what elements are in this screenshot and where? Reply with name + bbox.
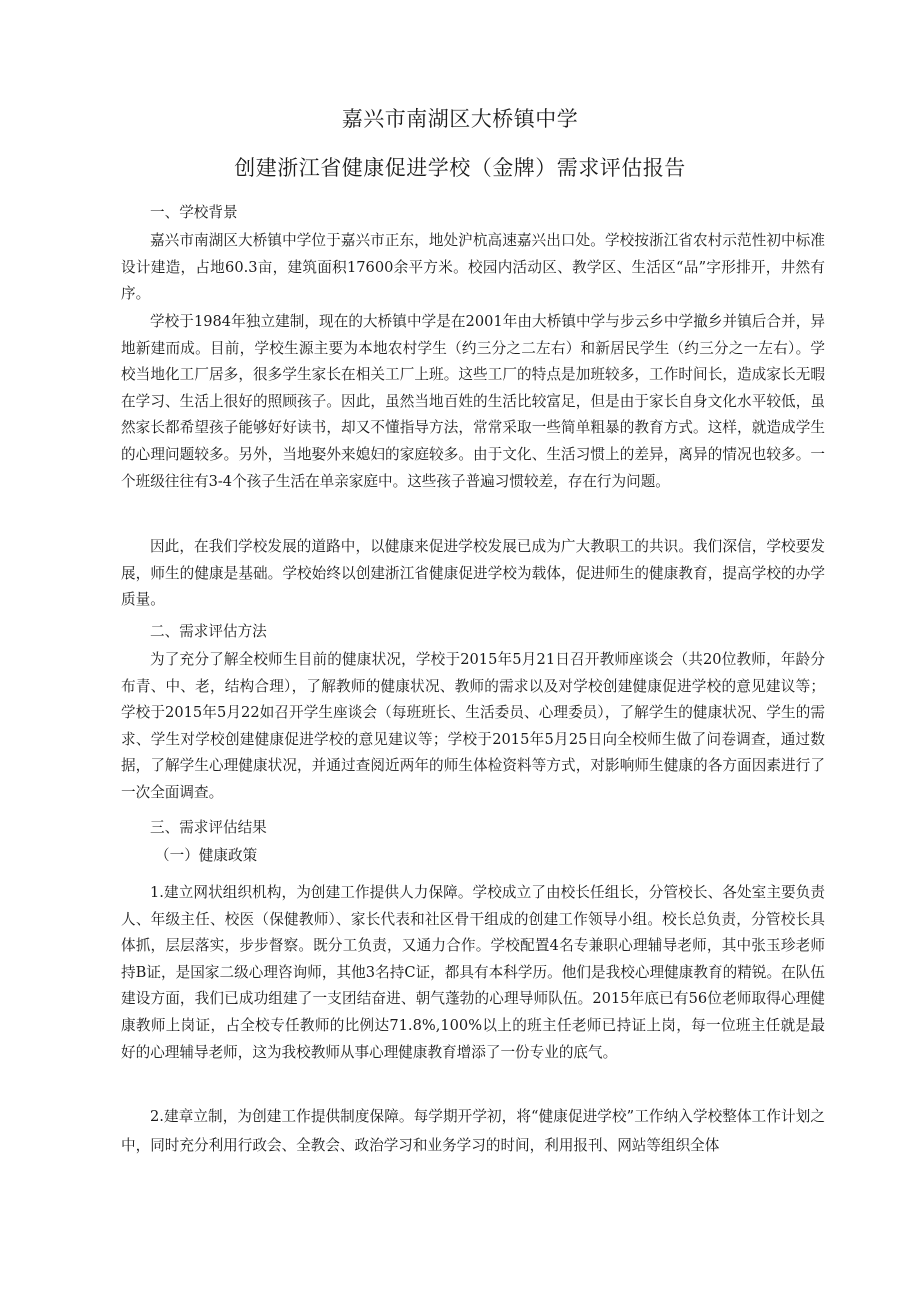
document-subtitle: 创建浙江省健康促进学校（金牌）需求评估报告 [234,156,686,180]
section-heading-method: 二、需求评估方法 [150,623,267,640]
paragraph-organization: 1.建立网状组织机构，为创建工作提供人力保障。学校成立了由校长任组长，分管校长、各处室主要负责人、年级主任、校医（保健教师）、家长代表和社区骨干组成的创建工作领导小组。校长总负责，分管校长具体抓，层层落实，步步督察。既分工负责，又通力合作。学校配置4名专兼职心理辅导老师，其中张玉珍老师持B证，是国家二级心理咨询师，其他3名持C证，都具有本科学历。他们是我校心理健康教育的精锐。在队伍建设方面，我们已成功组建了一支团结奋进、朝气蓬勃的心理导师队伍。2015年底已有56位老师取得心理健康教师上岗证，占全校专任教师的比例达71.8%,100%以上的班主任老师已持证上岗，每一位班主任就是最好的心理辅导老师，这为我校教师从事心理健康教育增添了一份专业的底气。 [121,884,825,1061]
paragraph-school-consensus: 因此，在我们学校发展的道路中，以健康来促进学校发展已成为广大教职工的共识。我们深信，学校要发展，师生的健康是基础。学校始终以创建浙江省健康促进学校为载体，促进师生的健康教育，提高学校的办学质量。 [121,538,825,609]
paragraph-assessment-method: 为了充分了解全校师生目前的健康状况，学校于2015年5月21日召开教师座谈会（共20位教师，年龄分布青、中、老，结构合理），了解教师的健康状况、教师的需求以及对学校创建健康促进学校的意见建议等；学校于2015年5月22如召开学生座谈会（每班班长、生活委员、心理委员），了解学生的健康状况、学生的需求、学生对学校创建健康促进学校的意见建议等；学校于2015年5月25日向全校师生做了问卷调查，通过数据，了解学生心理健康状况，并通过查阅近两年的师生体检资料等方式，对影响师生健康的各方面因素进行了一次全面调查。 [121,651,825,801]
subsection-heading-policy: （一）健康政策 [155,847,258,864]
paragraph-regulations: 2.建章立制，为创建工作提供制度保障。每学期开学初，将“健康促进学校”工作纳入学校整体工作计划之中，同时充分利用行政会、全教会、政治学习和业务学习的时间，利用报刊、网站等组织全体 [121,1108,825,1154]
document-title: 嘉兴市南湖区大桥镇中学 [341,107,579,131]
paragraph-school-history: 学校于1984年独立建制，现在的大桥镇中学是在2001年由大桥镇中学与步云乡中学撤乡并镇后合并，异地新建而成。目前，学校生源主要为本地农村学生（约三分之二左右）和新居民学生（约三分之一左右）。学校当地化工厂居多，很多学生家长在相关工厂上班。这些工厂的特点是加班较多，工作时间长，造成家长无暇在学习、生活上很好的照顾孩子。因此，虽然当地百姓的生活比较富足，但是由于家长自身文化水平较低，虽然家长都希望孩子能够好好读书，却又不懂指导方法，常常采取一些简单粗暴的教育方式。这样，就造成学生的心理问题较多。另外，当地娶外来媳妇的家庭较多。由于文化、生活习惯上的差异，离异的情况也较多。一个班级往往有3-4个孩子生活在单亲家庭中。这些孩子普遍习惯较差，存在行为问题。 [121,313,825,490]
paragraph-school-location: 嘉兴市南湖区大桥镇中学位于嘉兴市正东，地处沪杭高速嘉兴出口处。学校按浙江省农村示范性初中标准设计建造，占地60.3亩，建筑面积17600余平方米。校园内活动区、教学区、生活区“品”字形排开，井然有序。 [121,232,825,303]
section-heading-background: 一、学校背景 [150,204,238,221]
section-heading-results: 三、需求评估结果 [150,819,267,836]
